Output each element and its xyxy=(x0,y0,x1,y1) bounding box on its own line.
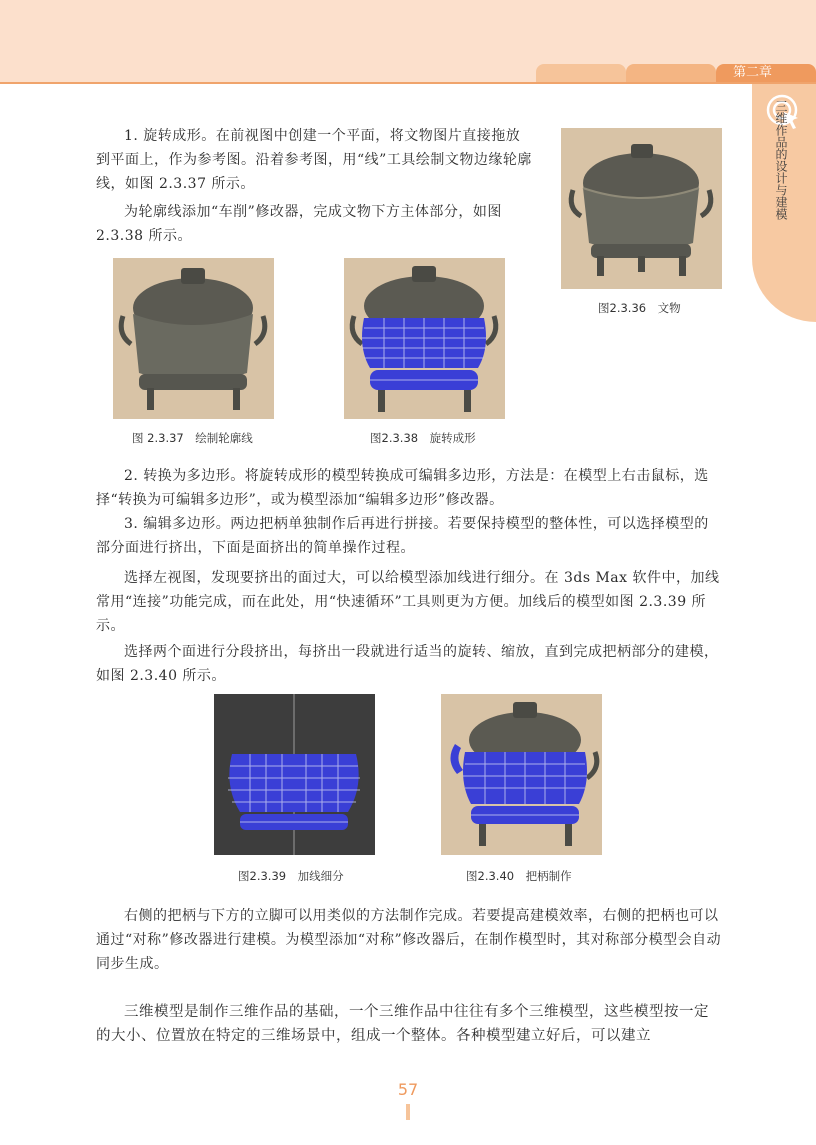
caption-fig-2-3-39: 图2.3.39 加线细分 xyxy=(238,869,344,883)
caption-fig-2-3-36: 图2.3.36 文物 xyxy=(598,301,681,315)
caption-fig-2-3-38: 图2.3.38 旋转成形 xyxy=(370,431,476,445)
chapter-label: 第二章 xyxy=(733,65,773,80)
figure-artifact-photo xyxy=(561,128,722,289)
paragraph-8: 三维模型是制作三维作品的基础，一个三维作品中往往有多个三维模型，这些模型按一定的大小、位置放在特定的三维场景中，组成一个整体。各种模型建立好后，可以建立 xyxy=(96,1004,709,1044)
figure-subdivide-mesh xyxy=(214,694,375,855)
paragraph-3: 2. 转换为多边形。将旋转成形的模型转换成可编辑多边形，方法是：在模型上右击鼠标，选择“转换为可编辑多边形”，或为模型添加“编辑多边形”修改器。 xyxy=(96,468,709,508)
header-tab-decor xyxy=(536,64,626,82)
page-number-bar xyxy=(406,1104,410,1120)
paragraph-4: 3. 编辑多边形。两边把柄单独制作后再进行拼接。若要保持模型的整体性，可以选择模型的部分面进行挤出，下面是面挤出的简单操作过程。 xyxy=(96,516,709,556)
header-tab-decor xyxy=(626,64,716,82)
paragraph-2: 为轮廓线添加“车削”修改器，完成文物下方主体部分，如图 2.3.38 所示。 xyxy=(96,204,502,244)
figure-lathe-result xyxy=(344,258,505,419)
paragraph-6: 选择两个面进行分段挤出，每挤出一段就进行适当的旋转、缩放，直到完成把柄部分的建模，如图 2.3.40 所示。 xyxy=(96,644,719,684)
figure-draw-outline xyxy=(113,258,274,419)
caption-fig-2-3-40: 图2.3.40 把柄制作 xyxy=(466,869,572,883)
figure-handle-modeling xyxy=(441,694,602,855)
paragraph-1: 1. 旋转成形。在前视图中创建一个平面，将文物图片直接拖放到平面上，作为参考图。沿着参考图，用“线”工具绘制文物边缘轮廓线，如图 2.3.37 所示。 xyxy=(96,128,532,192)
paragraph-5: 选择左视图，发现要挤出的面过大，可以给模型添加线进行细分。在 3ds Max 软件中，加线常用“连接”功能完成，而在此处，用“快速循环”工具则更为方便。加线后的模型如图 2.3.39 所示。 xyxy=(96,570,720,634)
paragraph-7: 右侧的把柄与下方的立脚可以用类似的方法制作完成。若要提高建模效率，右侧的把柄也可以通过“对称”修改器进行建模。为模型添加“对称”修改器后，在制作模型时，其对称部分模型会自动同步生成。 xyxy=(96,908,722,972)
side-chapter-title: 三维作品的设计与建模 xyxy=(774,100,788,220)
caption-fig-2-3-37: 图 2.3.37 绘制轮廓线 xyxy=(132,431,253,445)
header-rule xyxy=(0,82,816,84)
page-number: 57 xyxy=(397,1080,419,1099)
